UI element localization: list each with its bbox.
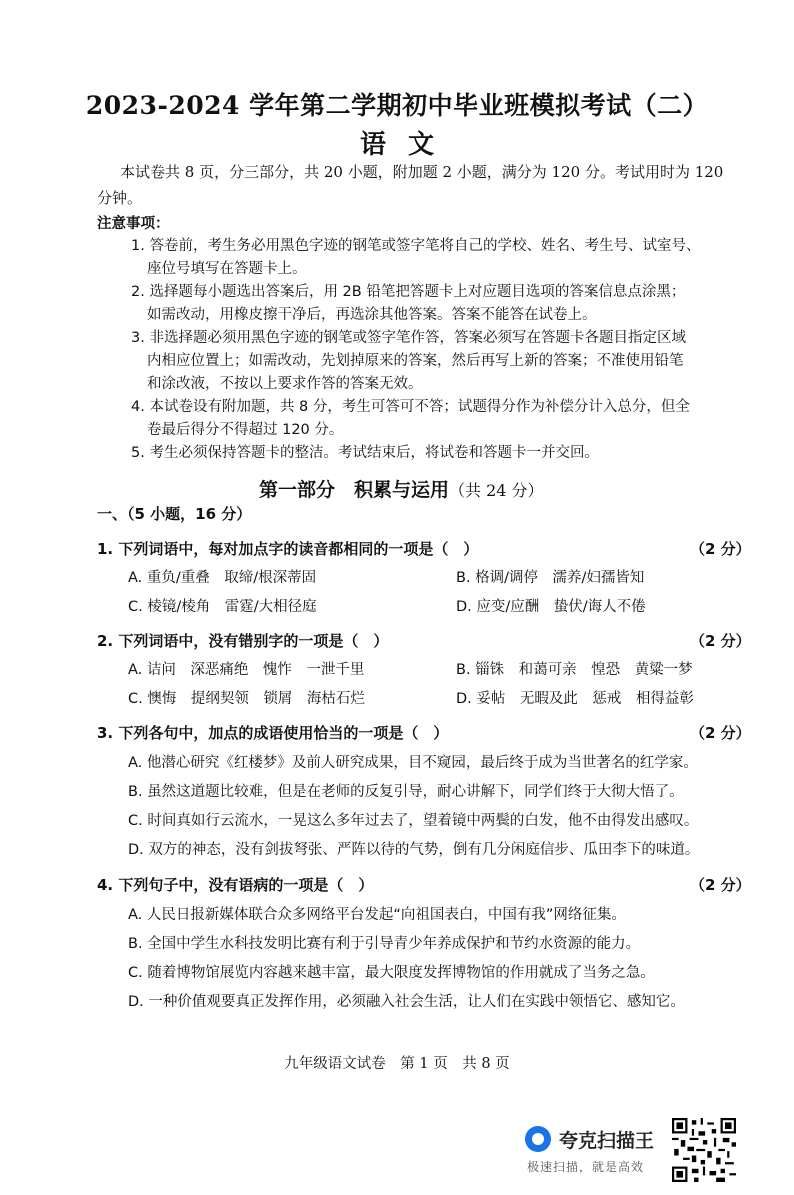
intro-line-1: 本试卷共 8 页，分三部分，共 20 小题，附加题 2 小题，满分为 120 分。考试用时为 120 bbox=[120, 163, 724, 181]
question-1-stem: 1. 下列词语中，每对加点字的读音都相同的一项是（ ） bbox=[97, 540, 479, 558]
question-3-score: （2 分） bbox=[690, 724, 751, 742]
question-2-option-a: A. 诘问 深恶痛绝 愧怍 一泄千里 bbox=[128, 662, 365, 678]
scanner-brand-name: 夸克扫描王 bbox=[559, 1130, 655, 1152]
exam-title: 2023-2024 学年第二学期初中毕业班模拟考试（二） bbox=[85, 91, 709, 120]
note-line: 内相应位置上；如需改动，先划掉原来的答案，然后再写上新的答案；不准使用铅笔 bbox=[147, 353, 684, 369]
question-3-option-d: D. 双方的神态，没有剑拔弩张、严阵以待的气势，倒有几分闲庭信步、瓜田李下的味道。 bbox=[128, 842, 700, 858]
note-line: 卷最后得分不得超过 120 分。 bbox=[147, 422, 344, 438]
intro-line-2: 分钟。 bbox=[97, 189, 143, 207]
question-4-option-c: C. 随着博物馆展览内容越来越丰富，最大限度发挥博物馆的作用就成了当务之急。 bbox=[128, 965, 655, 981]
scanner-slogan: 极速扫描，就是高效 bbox=[527, 1160, 645, 1174]
question-1-option-b: B. 格调/调停 濡养/妇孺皆知 bbox=[456, 570, 645, 586]
qr-code-icon bbox=[672, 1118, 736, 1182]
exam-subject: 语文 bbox=[359, 130, 456, 160]
question-2-score: （2 分） bbox=[690, 632, 751, 650]
note-line: 座位号填写在答题卡上。 bbox=[147, 261, 307, 277]
question-1-option-a: A. 重负/重叠 取缔/根深蒂固 bbox=[128, 570, 317, 586]
question-4-score: （2 分） bbox=[690, 876, 751, 894]
question-2-option-d: D. 妥帖 无暇及此 惩戒 相得益彰 bbox=[456, 691, 694, 707]
question-3-option-a: A. 他潜心研究《红楼梦》及前人研究成果，目不窥园，最后终于成为当世著名的红学家。 bbox=[128, 755, 698, 771]
part-1-title: 第一部分 积累与运用 bbox=[259, 479, 450, 501]
note-line: 和涂改液，不按以上要求作答的答案无效。 bbox=[147, 376, 423, 392]
note-line: 1. 答卷前，考生务必用黑色字迹的钢笔或签字笔将自己的学校、姓名、考生号、试室号、 bbox=[131, 238, 701, 254]
note-line: 4. 本试卷设有附加题，共 8 分，考生可答可不答；试题得分作为补偿分计入总分，但全 bbox=[131, 399, 690, 415]
section-1-label: 一、（5 小题，16 分） bbox=[97, 505, 252, 523]
question-2-option-c: C. 懊悔 提纲契领 锁屑 海枯石烂 bbox=[128, 691, 365, 707]
part-1-heading bbox=[259, 475, 544, 502]
note-line: 3. 非选择题必须用黑色字迹的钢笔或签字笔作答，答案必须写在答题卡各题目指定区域 bbox=[131, 330, 686, 346]
part-1-points: （共 24 分） bbox=[449, 481, 544, 500]
question-4-stem: 4. 下列句子中，没有语病的一项是（ ） bbox=[97, 876, 374, 894]
notes-heading: 注意事项： bbox=[97, 216, 170, 232]
question-3-option-c: C. 时间真如行云流水，一晃这么多年过去了，望着镜中两鬓的白发，他不由得发出感叹。 bbox=[128, 813, 699, 829]
note-line: 2. 选择题每小题选出答案后，用 2B 铅笔把答题卡上对应题目选项的答案信息点涂黑； bbox=[131, 284, 686, 300]
question-4-option-b: B. 全国中学生水科技发明比赛有利于引导青少年养成保护和节约水资源的能力。 bbox=[128, 936, 641, 952]
question-1-score: （2 分） bbox=[690, 540, 751, 558]
question-4-option-a: A. 人民日报新媒体联合众多网络平台发起“向祖国表白，中国有我”网络征集。 bbox=[128, 907, 626, 923]
question-4-option-d: D. 一种价值观要真正发挥作用，必须融入社会生活，让人们在实践中领悟它、感知它。 bbox=[128, 994, 685, 1010]
note-line: 如需改动，用橡皮擦干净后，再选涂其他答案。答案不能答在试卷上。 bbox=[147, 307, 597, 323]
question-3-option-b: B. 虽然这道题比较难，但是在老师的反复引导，耐心讲解下，同学们终于大彻大悟了。 bbox=[128, 784, 684, 800]
scanner-logo-icon bbox=[525, 1126, 551, 1152]
question-2-stem: 2. 下列词语中，没有错别字的一项是（ ） bbox=[97, 632, 389, 650]
question-1-option-c: C. 棱镜/棱角 雷霆/大相径庭 bbox=[128, 599, 317, 615]
note-line: 5. 考生必须保持答题卡的整洁。考试结束后，将试卷和答题卡一并交回。 bbox=[131, 445, 599, 461]
page-footer: 九年级语文试卷 第 1 页 共 8 页 bbox=[284, 1056, 510, 1072]
question-3-stem: 3. 下列各句中，加点的成语使用恰当的一项是（ ） bbox=[97, 724, 449, 742]
question-1-option-d: D. 应变/应酬 蛰伏/诲人不倦 bbox=[456, 599, 646, 615]
question-2-option-b: B. 锱铢 和蔼可亲 惶恐 黄粱一梦 bbox=[456, 662, 693, 678]
scanner-watermark bbox=[525, 1124, 675, 1176]
